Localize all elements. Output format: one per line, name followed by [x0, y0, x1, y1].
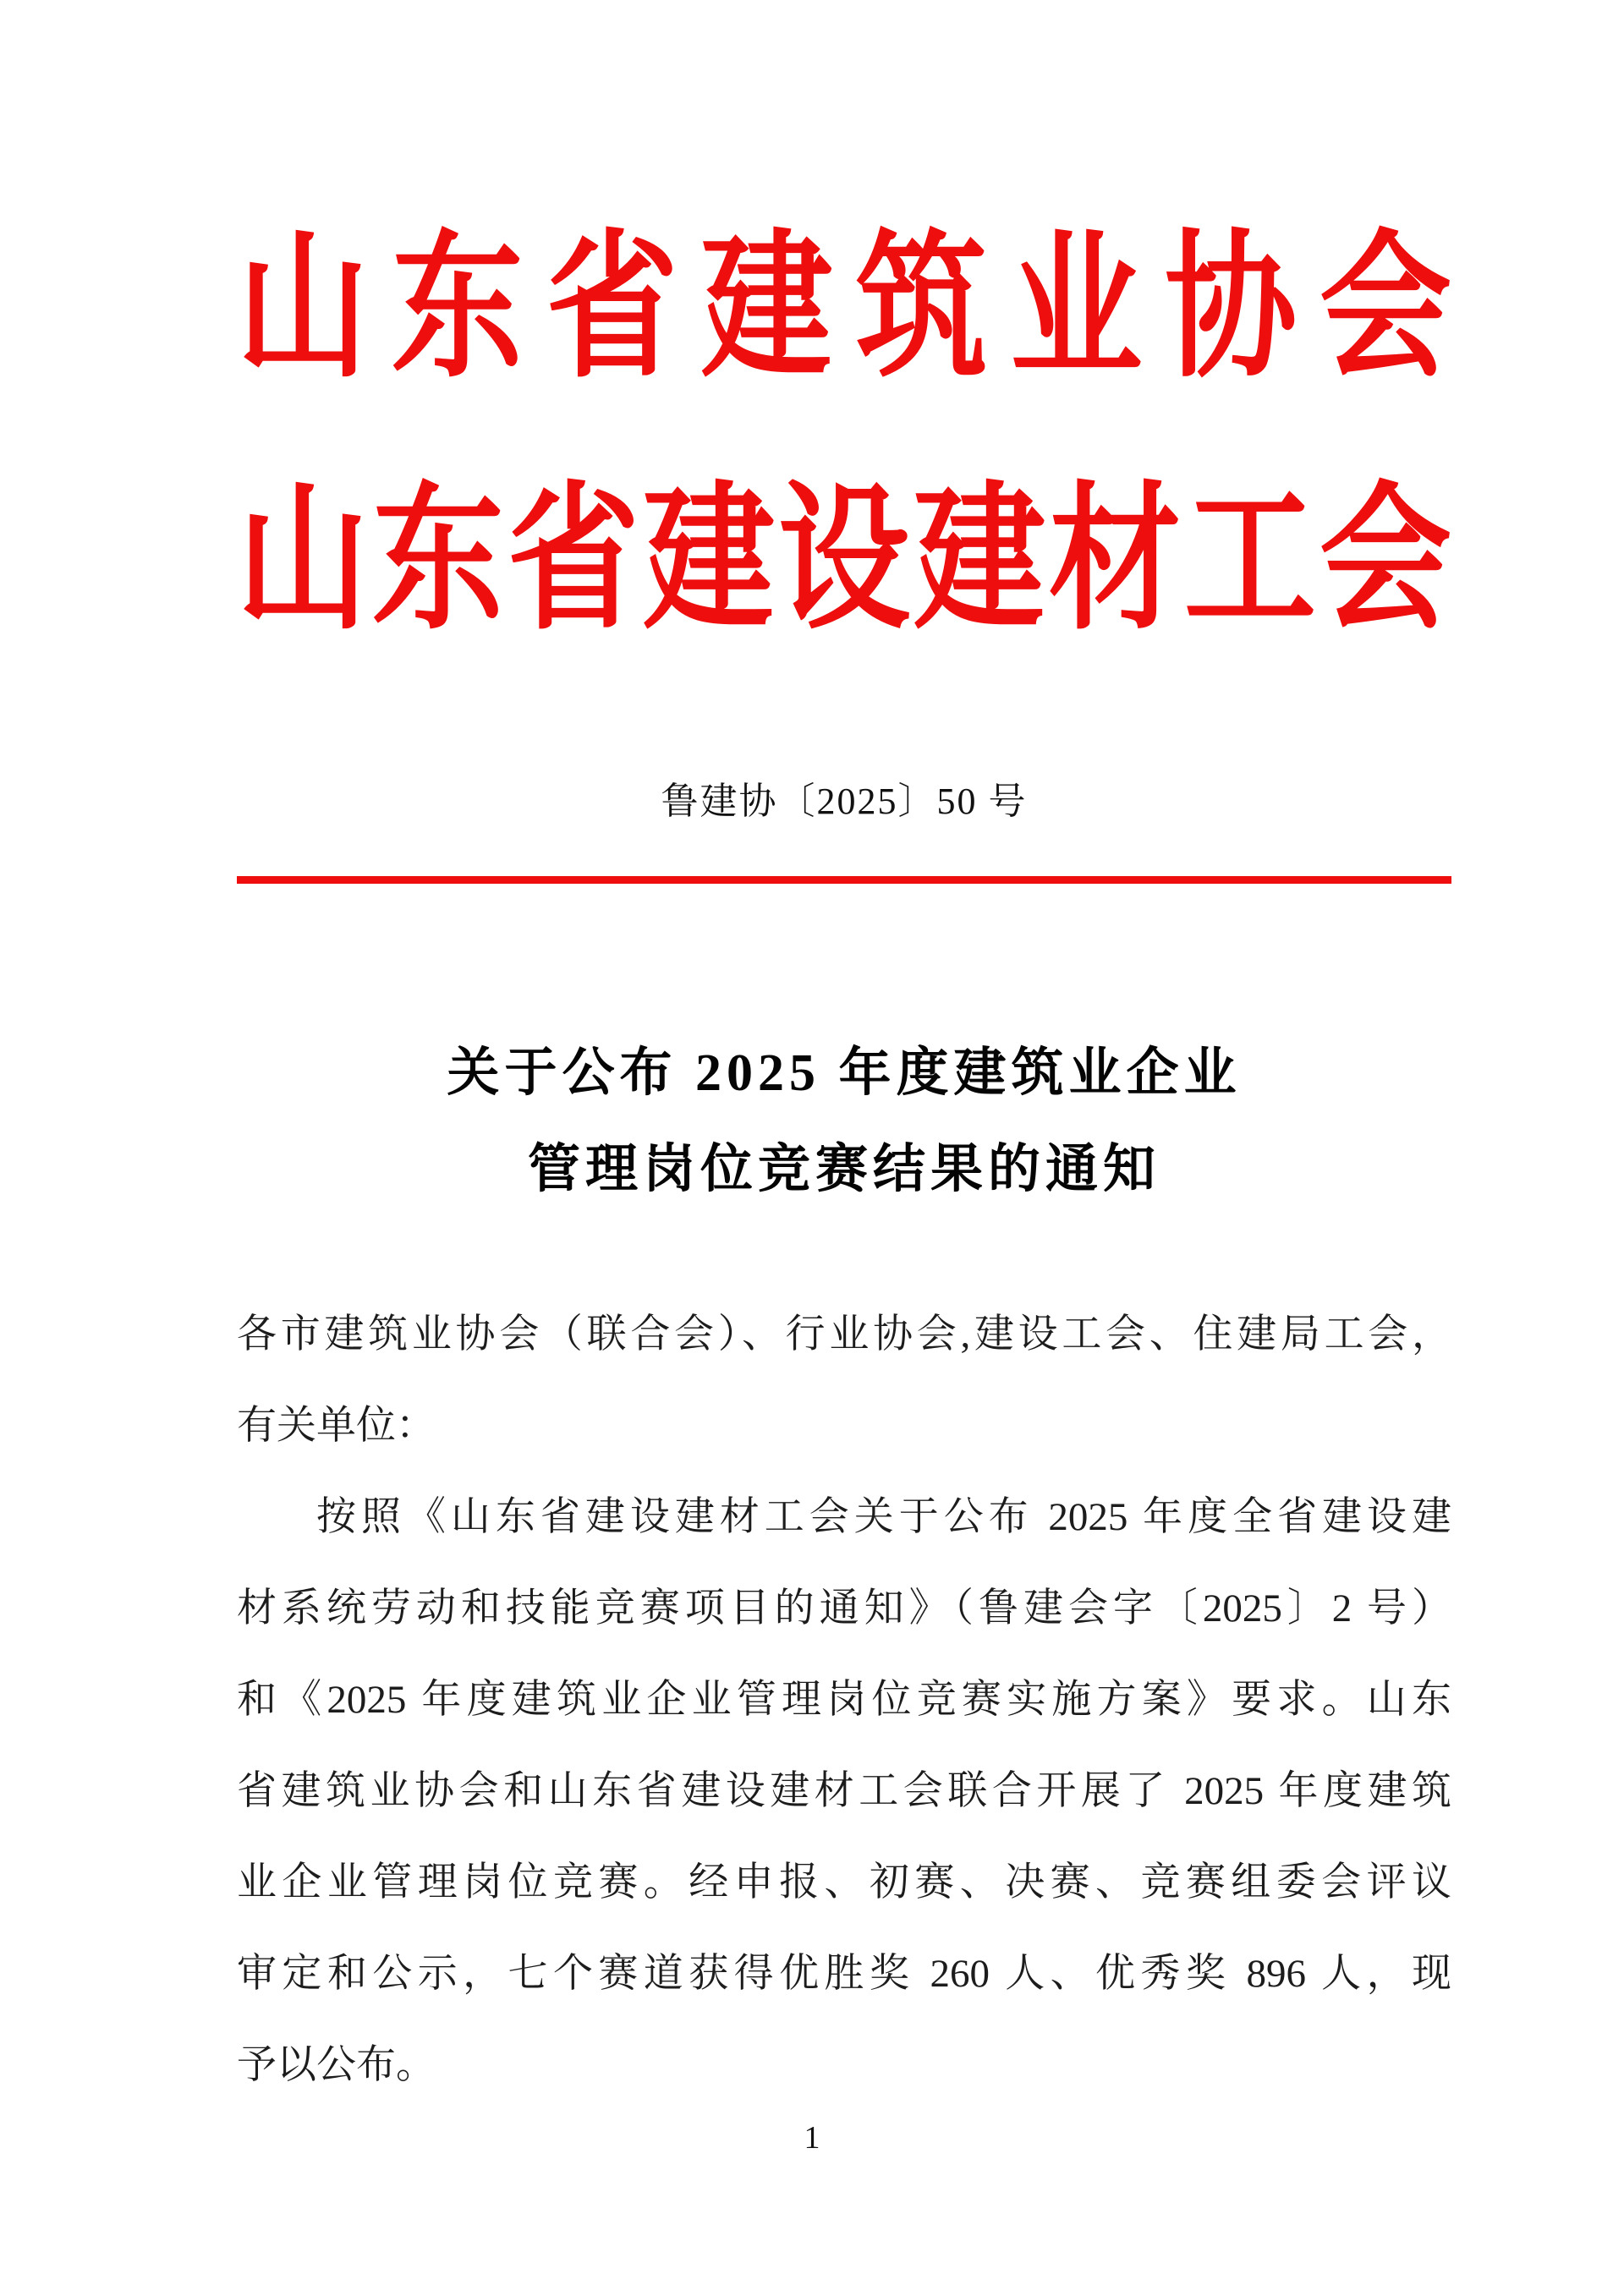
body-line-paragraph-3: 和《2025 年度建筑业企业管理岗位竞赛实施方案》要求。山东 [237, 1678, 1451, 1722]
notice-body [237, 1289, 1451, 2111]
body-line-paragraph-7: 予以公布。 [237, 2043, 436, 2087]
body-line-paragraph-2: 材系统劳动和技能竞赛项目的通知》（鲁建会字〔2025〕2 号） [237, 1586, 1451, 1630]
page-number: 1 [804, 2120, 820, 2156]
body-line-paragraph-5: 业企业管理岗位竞赛。经申报、初赛、决赛、竞赛组委会评议 [237, 1860, 1451, 1904]
body-line-paragraph-1: 按照《山东省建设建材工会关于公布 2025 年度全省建设建 [316, 1495, 1451, 1539]
doc-number: 鲁建协〔2025〕50 号 [661, 781, 1028, 822]
body-line-salutation-1: 各市建筑业协会（联合会）、行业协会,建设工会、住建局工会， [237, 1312, 1451, 1356]
notice-title-line-2: 管理岗位竞赛结果的通知 [527, 1141, 1160, 1198]
body-line-paragraph-4: 省建筑业协会和山东省建设建材工会联合开展了 2025 年度建筑 [237, 1769, 1451, 1813]
letterhead-org-name-line-1: 山东省建筑业协会 [237, 220, 1451, 397]
notice-title-line-1: 关于公布 2025 年度建筑业企业 [447, 1044, 1242, 1102]
body-line-paragraph-6: 审定和公示，七个赛道获得优胜奖 260 人、优秀奖 896 人，现 [237, 1952, 1451, 1996]
red-divider-line [237, 876, 1451, 884]
notice-title [237, 1025, 1451, 1218]
letterhead-org-name-line-2: 山东省建设建材工会 [237, 472, 1451, 649]
body-line-salutation-2: 有关单位： [237, 1404, 436, 1448]
